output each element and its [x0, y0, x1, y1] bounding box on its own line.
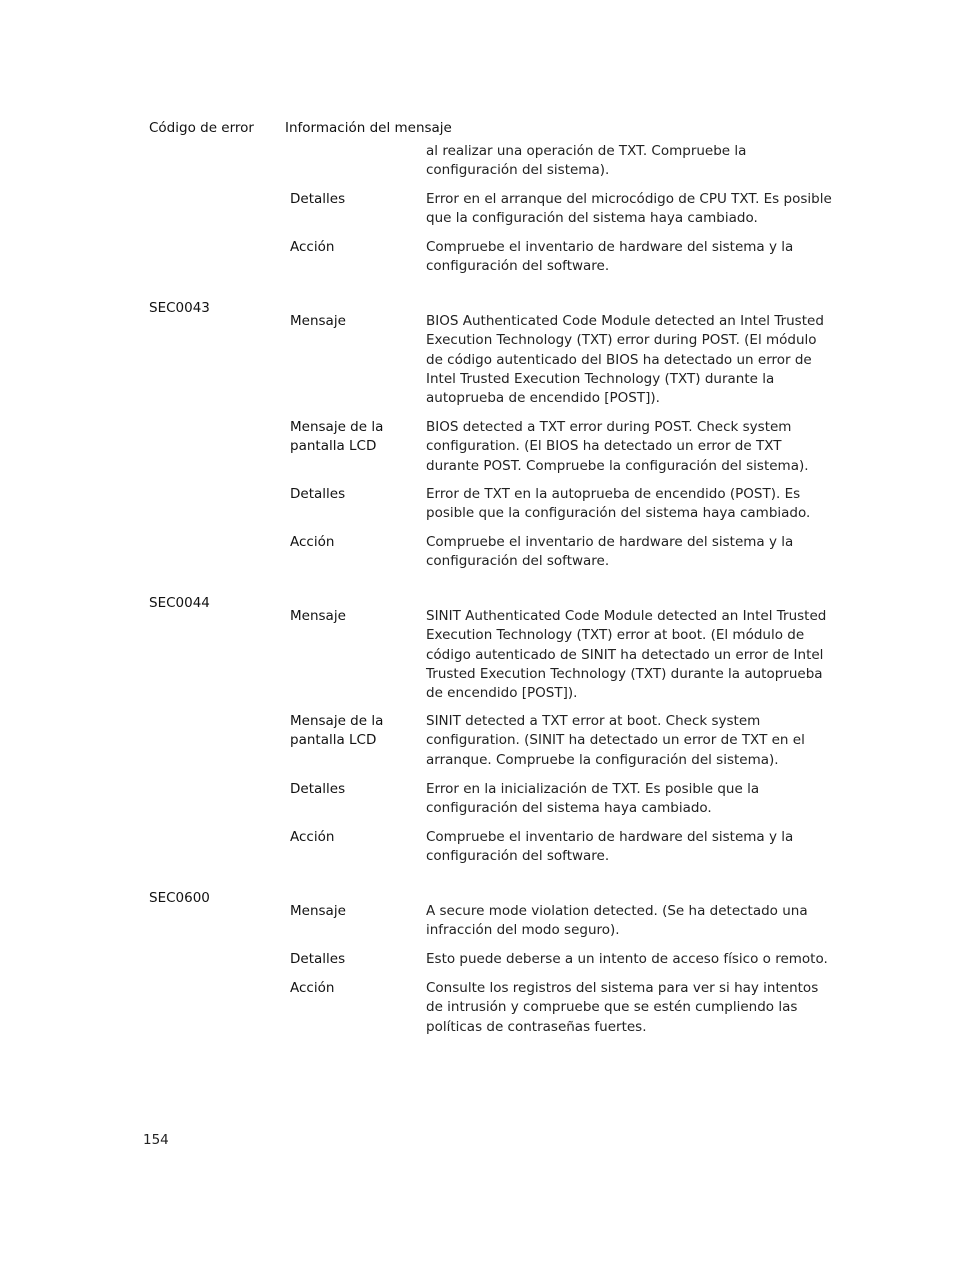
row-label-action: Acción	[290, 980, 335, 996]
row-label-details: Detalles	[290, 781, 346, 797]
row-text-details: Error de TXT en la autoprueba de encendido (POST). Es posible que la configuración del sistema haya cambiado.	[426, 486, 811, 522]
page-number: 154	[143, 1132, 169, 1148]
row-text-lcd-message: SINIT detected a TXT error at boot. Check system configuration. (SINIT ha detectado un error de TXT en el arranque. Compruebe la configuración del sistema).	[426, 713, 805, 768]
row-text-details: Error en la inicialización de TXT. Es posible que la configuración del sistema haya cambiado.	[426, 781, 760, 817]
row-text-details: Esto puede deberse a un intento de acceso físico o remoto.	[426, 951, 828, 967]
row-text-lcd-message: BIOS detected a TXT error during POST. Check system configuration. (El BIOS ha detectado un error de TXT durante POST. Compruebe la configuración del sistema).	[426, 419, 809, 474]
column-header-message-info: Información del mensaje	[285, 120, 452, 136]
row-label-action: Acción	[290, 829, 335, 845]
row-text-details: Error en el arranque del microcódigo de CPU TXT. Es posible que la configuración del sistema haya cambiado.	[426, 191, 832, 227]
row-text-action: Compruebe el inventario de hardware del sistema y la configuración del software.	[426, 829, 794, 865]
row-label-message: Mensaje	[290, 313, 346, 329]
error-code-sec0044: SEC0044	[149, 595, 210, 611]
row-label-action: Acción	[290, 239, 335, 255]
row-text-action: Compruebe el inventario de hardware del sistema y la configuración del software.	[426, 239, 794, 275]
row-text-message: BIOS Authenticated Code Module detected an Intel Trusted Execution Technology (TXT) error during POST. (El módulo de código autenticado del BIOS ha detectado un error de Intel Trusted Execution Technology (TXT) durante la autoprueba de encendido [POST]).	[426, 313, 824, 407]
error-code-sec0600: SEC0600	[149, 890, 210, 906]
row-label-message: Mensaje	[290, 903, 346, 919]
row-label-action: Acción	[290, 534, 335, 550]
row-text-action: Consulte los registros del sistema para ver si hay intentos de intrusión y compruebe que se estén cumpliendo las políticas de contraseñas fuertes.	[426, 980, 819, 1035]
row-label-details: Detalles	[290, 486, 346, 502]
row-label-message: Mensaje	[290, 608, 346, 624]
row-label-lcd-message: Mensaje de la pantalla LCD	[290, 713, 384, 749]
row-label-details: Detalles	[290, 951, 346, 967]
error-code-sec0043: SEC0043	[149, 300, 210, 316]
row-text-message: SINIT Authenticated Code Module detected an Intel Trusted Execution Technology (TXT) error at boot. (El módulo de código autenticado de SINIT ha detectado un error de Intel Trusted Execution Technology (TXT) durante la autoprueba de encendido [POST]).	[426, 608, 827, 702]
column-header-error-code: Código de error	[149, 120, 254, 136]
row-label-details: Detalles	[290, 191, 346, 207]
row-label-lcd-message: Mensaje de la pantalla LCD	[290, 419, 384, 455]
continuation-text: al realizar una operación de TXT. Compruebe la configuración del sistema).	[426, 143, 747, 179]
row-text-message: A secure mode violation detected. (Se ha detectado una infracción del modo seguro).	[426, 903, 808, 939]
row-text-action: Compruebe el inventario de hardware del sistema y la configuración del software.	[426, 534, 794, 570]
